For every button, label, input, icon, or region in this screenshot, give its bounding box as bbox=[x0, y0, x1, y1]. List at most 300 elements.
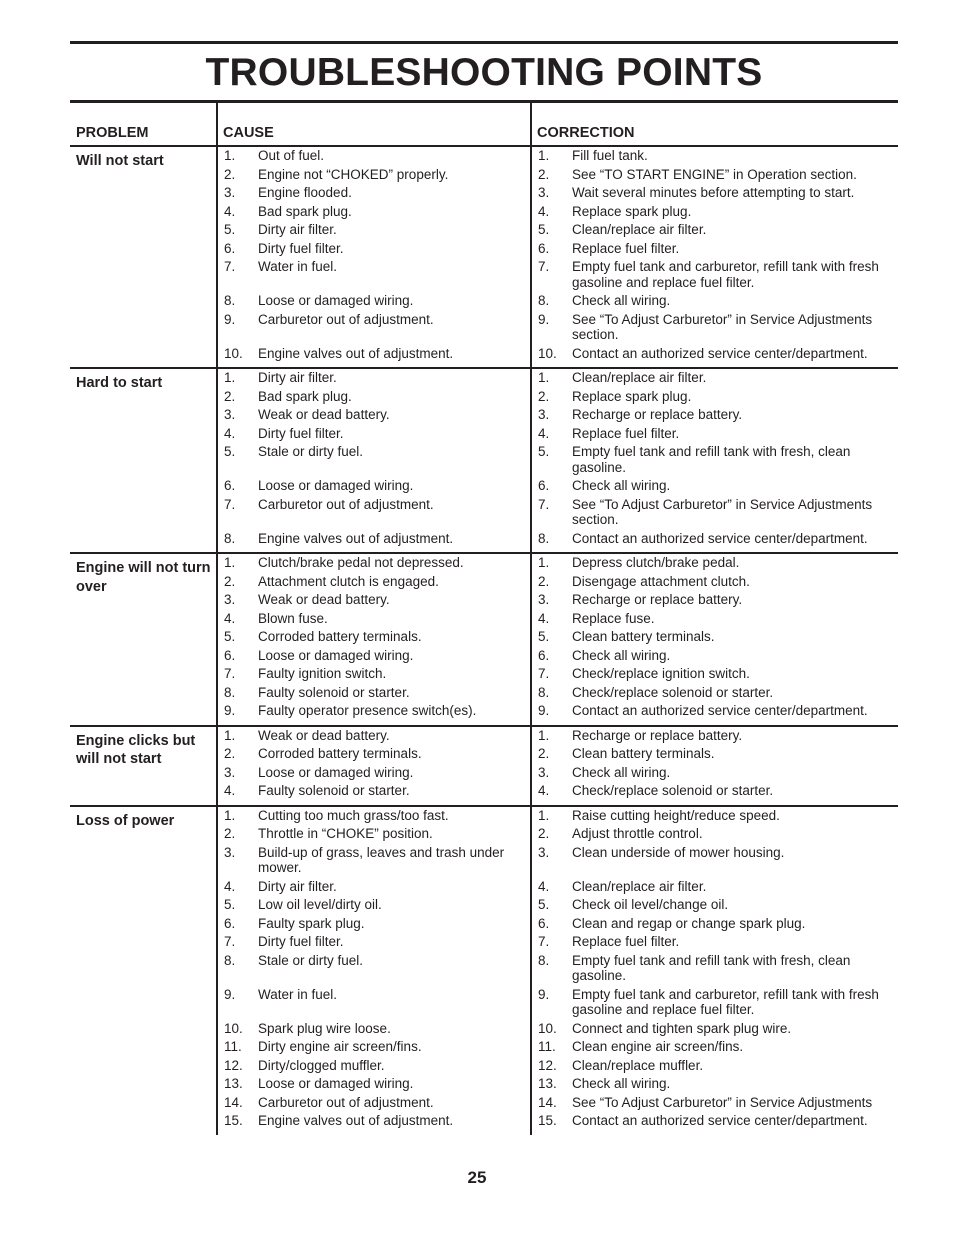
cause-item-text: Carburetor out of adjustment. bbox=[258, 1094, 434, 1110]
cause-item-text: Loose or damaged wiring. bbox=[258, 764, 414, 780]
cause-column bbox=[216, 807, 530, 1135]
correction-item-text: Recharge or replace battery. bbox=[572, 407, 743, 422]
item-number: 3. bbox=[538, 764, 550, 780]
cause-item bbox=[218, 1076, 530, 1092]
item-number: 8. bbox=[224, 684, 236, 700]
cause-item-text: Engine not “CHOKED” properly. bbox=[258, 166, 449, 182]
item-number: 14. bbox=[538, 1094, 557, 1110]
correction-item-text: Empty fuel tank and refill tank with fresh, clean gasoline. bbox=[572, 952, 851, 983]
item-number: 3. bbox=[538, 185, 550, 200]
cause-item bbox=[218, 703, 530, 719]
problem-label: Loss of power bbox=[76, 812, 175, 829]
correction-item bbox=[532, 293, 898, 309]
item-number: 1. bbox=[538, 555, 550, 570]
item-number: 12. bbox=[538, 1057, 557, 1073]
cause-item-text: Weak or dead battery. bbox=[258, 407, 390, 422]
item-number: 2. bbox=[538, 746, 550, 761]
cause-item bbox=[218, 648, 530, 664]
item-number: 11. bbox=[538, 1039, 556, 1054]
correction-item-text: Depress clutch/brake pedal. bbox=[572, 555, 740, 570]
cause-item bbox=[218, 629, 530, 645]
cause-item bbox=[218, 407, 530, 423]
item-number: 6. bbox=[224, 915, 236, 931]
correction-item-text: Adjust throttle control. bbox=[572, 826, 703, 841]
item-number: 8. bbox=[224, 952, 236, 968]
correction-item bbox=[532, 497, 898, 528]
correction-item bbox=[532, 1039, 898, 1055]
correction-item bbox=[532, 1113, 898, 1129]
troubleshooting-page bbox=[70, 41, 898, 1135]
table-body bbox=[70, 147, 898, 1135]
cause-item bbox=[218, 953, 530, 984]
cause-item-text: Faulty solenoid or starter. bbox=[258, 783, 410, 798]
cause-item-text: Carburetor out of adjustment. bbox=[258, 496, 434, 512]
problem-label: Engine will not turn over bbox=[76, 560, 211, 595]
problem-section bbox=[70, 554, 898, 727]
correction-item-text: Clean engine air screen/fins. bbox=[572, 1039, 744, 1054]
item-number: 1. bbox=[224, 555, 236, 570]
cause-item-text: Loose or damaged wiring. bbox=[258, 647, 414, 663]
correction-item bbox=[532, 1076, 898, 1092]
problem-label: Engine clicks but will not start bbox=[76, 732, 196, 767]
cause-item bbox=[218, 241, 530, 257]
correction-item-text: Clean battery terminals. bbox=[572, 629, 715, 644]
cause-item bbox=[218, 611, 530, 627]
correction-item bbox=[532, 934, 898, 950]
item-number: 2. bbox=[538, 826, 550, 841]
correction-item-text: Replace fuel filter. bbox=[572, 425, 680, 441]
cause-item-text: Faulty ignition switch. bbox=[258, 666, 387, 681]
item-number: 4. bbox=[538, 610, 550, 626]
item-number: 8. bbox=[224, 293, 236, 308]
item-number: 6. bbox=[538, 478, 550, 493]
cause-item bbox=[218, 685, 530, 701]
correction-item-text: Clean battery terminals. bbox=[572, 746, 715, 761]
cause-item-text: Loose or damaged wiring. bbox=[258, 293, 414, 308]
correction-item-text: Empty fuel tank and carburetor, refill tank with fresh gasoline and replace fuel filter. bbox=[572, 259, 879, 290]
page-title: TROUBLESHOOTING POINTS bbox=[205, 51, 763, 94]
correction-item-text: Replace fuel filter. bbox=[572, 934, 680, 949]
correction-item bbox=[532, 426, 898, 442]
cause-item bbox=[218, 916, 530, 932]
item-number: 3. bbox=[224, 185, 236, 200]
cause-item bbox=[218, 185, 530, 201]
item-number: 1. bbox=[224, 807, 236, 823]
correction-item-text: Clean underside of mower housing. bbox=[572, 844, 785, 860]
cause-item bbox=[218, 478, 530, 494]
cause-column bbox=[216, 147, 530, 367]
cause-item bbox=[218, 346, 530, 362]
item-number: 7. bbox=[538, 934, 550, 949]
item-number: 2. bbox=[224, 573, 236, 589]
item-number: 5. bbox=[538, 222, 550, 237]
correction-item-text: Replace spark plug. bbox=[572, 388, 692, 404]
item-number: 9. bbox=[538, 311, 550, 327]
item-number: 8. bbox=[538, 952, 550, 968]
problem-section bbox=[70, 807, 898, 1135]
item-number: 15. bbox=[538, 1113, 557, 1128]
cause-item-text: Dirty air filter. bbox=[258, 370, 337, 385]
item-number: 3. bbox=[538, 844, 550, 860]
correction-column bbox=[530, 147, 898, 367]
cause-item bbox=[218, 222, 530, 238]
correction-item bbox=[532, 312, 898, 343]
item-number: 8. bbox=[538, 684, 550, 700]
correction-item bbox=[532, 478, 898, 494]
correction-item-text: Check all wiring. bbox=[572, 293, 671, 308]
item-number: 2. bbox=[538, 166, 550, 182]
item-number: 2. bbox=[224, 826, 236, 841]
item-number: 6. bbox=[538, 647, 550, 663]
troubleshooting-table bbox=[70, 103, 898, 1135]
correction-item-text: Empty fuel tank and refill tank with fresh, clean gasoline. bbox=[572, 444, 851, 475]
correction-item bbox=[532, 611, 898, 627]
correction-item bbox=[532, 703, 898, 719]
cause-item bbox=[218, 389, 530, 405]
item-number: 5. bbox=[538, 897, 550, 912]
correction-item-text: Contact an authorized service center/department. bbox=[572, 703, 868, 718]
correction-item-text: Check all wiring. bbox=[572, 764, 671, 780]
correction-item bbox=[532, 167, 898, 183]
cause-item bbox=[218, 728, 530, 744]
cause-item bbox=[218, 897, 530, 913]
item-number: 9. bbox=[224, 311, 236, 327]
item-number: 6. bbox=[224, 478, 236, 493]
correction-item bbox=[532, 370, 898, 386]
item-number: 10. bbox=[538, 345, 557, 361]
item-number: 4. bbox=[538, 878, 550, 894]
item-number: 3. bbox=[224, 407, 236, 422]
item-number: 8. bbox=[224, 530, 236, 546]
cause-item-text: Build-up of grass, leaves and trash under mower. bbox=[258, 844, 505, 875]
item-number: 4. bbox=[538, 203, 550, 219]
correction-item bbox=[532, 953, 898, 984]
page-number: 25 bbox=[467, 1168, 487, 1187]
correction-item bbox=[532, 592, 898, 608]
correction-item bbox=[532, 666, 898, 682]
cause-item-text: Bad spark plug. bbox=[258, 203, 352, 219]
problem-section bbox=[70, 147, 898, 369]
item-number: 6. bbox=[224, 647, 236, 663]
cause-item-text: Weak or dead battery. bbox=[258, 727, 390, 743]
cause-item-text: Weak or dead battery. bbox=[258, 592, 390, 607]
item-number: 1. bbox=[538, 727, 550, 743]
item-number: 2. bbox=[538, 573, 550, 589]
correction-item bbox=[532, 826, 898, 842]
correction-item-text: Check all wiring. bbox=[572, 1076, 671, 1091]
correction-item bbox=[532, 407, 898, 423]
correction-item bbox=[532, 389, 898, 405]
item-number: 1. bbox=[538, 370, 550, 385]
cause-item-text: Bad spark plug. bbox=[258, 388, 352, 404]
cause-item bbox=[218, 444, 530, 475]
cause-item bbox=[218, 879, 530, 895]
cause-item bbox=[218, 497, 530, 528]
item-number: 5. bbox=[538, 444, 550, 459]
cause-item bbox=[218, 426, 530, 442]
correction-item bbox=[532, 346, 898, 362]
cause-item bbox=[218, 826, 530, 842]
correction-item bbox=[532, 574, 898, 590]
cause-item-text: Dirty engine air screen/fins. bbox=[258, 1039, 422, 1054]
cause-item bbox=[218, 555, 530, 571]
cause-item bbox=[218, 765, 530, 781]
correction-column bbox=[530, 807, 898, 1135]
cause-item-text: Water in fuel. bbox=[258, 986, 338, 1002]
correction-item bbox=[532, 648, 898, 664]
cause-item-text: Corroded battery terminals. bbox=[258, 746, 422, 761]
cause-item-text: Faulty solenoid or starter. bbox=[258, 684, 410, 700]
item-number: 2. bbox=[538, 388, 550, 404]
item-number: 15. bbox=[224, 1113, 243, 1128]
item-number: 6. bbox=[538, 915, 550, 931]
top-rule bbox=[70, 41, 898, 44]
cause-item-text: Dirty air filter. bbox=[258, 222, 337, 237]
item-number: 5. bbox=[538, 629, 550, 644]
cause-item-text: Engine flooded. bbox=[258, 185, 352, 200]
header-problem: PROBLEM bbox=[76, 125, 149, 141]
item-number: 2. bbox=[224, 166, 236, 182]
cause-item-text: Engine valves out of adjustment. bbox=[258, 530, 454, 546]
item-number: 4. bbox=[224, 425, 236, 441]
cause-item-text: Water in fuel. bbox=[258, 259, 338, 274]
item-number: 9. bbox=[538, 986, 550, 1002]
item-number: 5. bbox=[224, 222, 236, 237]
problem-label: Hard to start bbox=[76, 375, 163, 391]
item-number: 9. bbox=[224, 986, 236, 1002]
correction-item bbox=[532, 746, 898, 762]
cause-item bbox=[218, 204, 530, 220]
cause-item bbox=[218, 666, 530, 682]
correction-item bbox=[532, 185, 898, 201]
cause-item bbox=[218, 987, 530, 1018]
correction-item-text: Connect and tighten spark plug wire. bbox=[572, 1020, 792, 1036]
item-number: 6. bbox=[224, 240, 236, 256]
item-number: 7. bbox=[538, 666, 550, 681]
cause-item-text: Dirty fuel filter. bbox=[258, 240, 344, 256]
correction-item-text: See “TO START ENGINE” in Operation section. bbox=[572, 166, 857, 182]
correction-item bbox=[532, 555, 898, 571]
cause-item-text: Cutting too much grass/too fast. bbox=[258, 807, 449, 823]
cause-item-text: Loose or damaged wiring. bbox=[258, 1076, 414, 1091]
cause-item bbox=[218, 148, 530, 164]
correction-item bbox=[532, 897, 898, 913]
item-number: 7. bbox=[538, 496, 550, 512]
cause-item bbox=[218, 592, 530, 608]
cause-item-text: Faulty spark plug. bbox=[258, 915, 365, 931]
cause-item bbox=[218, 934, 530, 950]
correction-item-text: Recharge or replace battery. bbox=[572, 727, 743, 743]
cause-item-text: Carburetor out of adjustment. bbox=[258, 311, 434, 327]
correction-item bbox=[532, 685, 898, 701]
item-number: 3. bbox=[538, 592, 550, 607]
correction-item bbox=[532, 765, 898, 781]
cause-item-text: Dirty/clogged muffler. bbox=[258, 1057, 385, 1073]
correction-item-text: Check/replace ignition switch. bbox=[572, 666, 750, 681]
item-number: 1. bbox=[224, 727, 236, 743]
item-number: 7. bbox=[224, 934, 236, 949]
item-number: 7. bbox=[538, 259, 550, 274]
cause-item-text: Stale or dirty fuel. bbox=[258, 952, 364, 968]
item-number: 5. bbox=[224, 629, 236, 644]
correction-item bbox=[532, 222, 898, 238]
correction-item-text: Clean/replace air filter. bbox=[572, 370, 707, 385]
cause-item bbox=[218, 808, 530, 824]
correction-item-text: Contact an authorized service center/department. bbox=[572, 530, 868, 546]
correction-item-text: Clean and regap or change spark plug. bbox=[572, 915, 806, 931]
table-header-row bbox=[70, 103, 898, 147]
item-number: 1. bbox=[538, 807, 550, 823]
correction-item-text: Replace spark plug. bbox=[572, 203, 692, 219]
correction-column bbox=[530, 369, 898, 552]
correction-item-text: Clean/replace air filter. bbox=[572, 878, 707, 894]
correction-item bbox=[532, 845, 898, 876]
correction-item bbox=[532, 148, 898, 164]
correction-column bbox=[530, 554, 898, 725]
cause-item bbox=[218, 167, 530, 183]
correction-column bbox=[530, 727, 898, 805]
correction-item-text: Check oil level/change oil. bbox=[572, 897, 729, 912]
cause-item bbox=[218, 370, 530, 386]
item-number: 6. bbox=[538, 240, 550, 256]
cause-item-text: Out of fuel. bbox=[258, 148, 325, 163]
correction-item-text: See “To Adjust Carburetor” in Service Adjustments section. bbox=[572, 311, 873, 342]
item-number: 12. bbox=[224, 1057, 243, 1073]
correction-item-text: Clean/replace air filter. bbox=[572, 222, 707, 237]
correction-item-text: Disengage attachment clutch. bbox=[572, 573, 750, 589]
correction-item-text: Wait several minutes before attempting to start. bbox=[572, 185, 855, 200]
correction-item-text: Check/replace solenoid or starter. bbox=[572, 684, 774, 700]
cause-item bbox=[218, 259, 530, 290]
cause-item-text: Low oil level/dirty oil. bbox=[258, 897, 382, 912]
item-number: 3. bbox=[224, 592, 236, 607]
correction-item bbox=[532, 204, 898, 220]
correction-item bbox=[532, 1095, 898, 1111]
cause-item-text: Spark plug wire loose. bbox=[258, 1020, 391, 1036]
cause-item-text: Dirty fuel filter. bbox=[258, 425, 344, 441]
correction-item bbox=[532, 783, 898, 799]
problem-label: Will not start bbox=[76, 153, 164, 169]
cause-item bbox=[218, 1039, 530, 1055]
cause-item-text: Throttle in “CHOKE” position. bbox=[258, 826, 433, 841]
item-number: 2. bbox=[224, 746, 236, 761]
correction-item bbox=[532, 259, 898, 290]
correction-item-text: Contact an authorized service center/department. bbox=[572, 345, 868, 361]
item-number: 4. bbox=[224, 878, 236, 894]
item-number: 3. bbox=[224, 764, 236, 780]
correction-item-text: Replace fuel filter. bbox=[572, 240, 680, 256]
item-number: 2. bbox=[224, 388, 236, 404]
cause-item bbox=[218, 783, 530, 799]
item-number: 5. bbox=[224, 444, 236, 459]
item-number: 9. bbox=[224, 703, 236, 718]
item-number: 4. bbox=[224, 203, 236, 219]
item-number: 3. bbox=[538, 407, 550, 422]
cause-item bbox=[218, 1095, 530, 1111]
problem-section bbox=[70, 727, 898, 807]
item-number: 1. bbox=[538, 148, 550, 163]
item-number: 13. bbox=[224, 1076, 243, 1091]
cause-item-text: Dirty fuel filter. bbox=[258, 934, 344, 949]
correction-item-text: Check all wiring. bbox=[572, 647, 671, 663]
correction-item-text: See “To Adjust Carburetor” in Service Adjustments bbox=[572, 1094, 873, 1110]
correction-item-text: Fill fuel tank. bbox=[572, 148, 648, 163]
cause-item-text: Engine valves out of adjustment. bbox=[258, 345, 454, 361]
correction-item bbox=[532, 728, 898, 744]
cause-item bbox=[218, 531, 530, 547]
cause-item bbox=[218, 1113, 530, 1129]
correction-item-text: Check all wiring. bbox=[572, 478, 671, 493]
cause-item-text: Engine valves out of adjustment. bbox=[258, 1113, 454, 1128]
cause-item bbox=[218, 746, 530, 762]
cause-item bbox=[218, 845, 530, 876]
header-correction: CORRECTION bbox=[530, 103, 898, 145]
item-number: 7. bbox=[224, 666, 236, 681]
cause-item-text: Corroded battery terminals. bbox=[258, 629, 422, 644]
correction-item bbox=[532, 916, 898, 932]
item-number: 14. bbox=[224, 1094, 243, 1110]
cause-column bbox=[216, 727, 530, 805]
item-number: 4. bbox=[224, 610, 236, 626]
cause-item-text: Stale or dirty fuel. bbox=[258, 444, 364, 459]
item-number: 3. bbox=[224, 844, 236, 860]
item-number: 1. bbox=[224, 370, 236, 385]
item-number: 10. bbox=[224, 1020, 243, 1036]
correction-item bbox=[532, 1021, 898, 1037]
correction-item bbox=[532, 531, 898, 547]
item-number: 11. bbox=[224, 1039, 242, 1054]
correction-item-text: Clean/replace muffler. bbox=[572, 1057, 704, 1073]
header-cause: CAUSE bbox=[216, 103, 530, 145]
cause-item-text: Blown fuse. bbox=[258, 610, 328, 626]
correction-item bbox=[532, 444, 898, 475]
correction-item-text: Check/replace solenoid or starter. bbox=[572, 783, 774, 798]
item-number: 8. bbox=[538, 530, 550, 546]
item-number: 7. bbox=[224, 496, 236, 512]
correction-item-text: See “To Adjust Carburetor” in Service Adjustments section. bbox=[572, 496, 873, 527]
correction-item bbox=[532, 987, 898, 1018]
correction-item bbox=[532, 241, 898, 257]
cause-item bbox=[218, 312, 530, 343]
item-number: 8. bbox=[538, 293, 550, 308]
cause-item-text: Attachment clutch is engaged. bbox=[258, 573, 439, 589]
cause-item-text: Loose or damaged wiring. bbox=[258, 478, 414, 493]
item-number: 5. bbox=[224, 897, 236, 912]
problem-section bbox=[70, 369, 898, 554]
item-number: 9. bbox=[538, 703, 550, 718]
item-number: 4. bbox=[538, 425, 550, 441]
item-number: 4. bbox=[538, 783, 550, 798]
cause-item-text: Dirty air filter. bbox=[258, 878, 337, 894]
cause-item bbox=[218, 1021, 530, 1037]
correction-item-text: Empty fuel tank and carburetor, refill tank with fresh gasoline and replace fuel filter. bbox=[572, 986, 879, 1017]
cause-item bbox=[218, 1058, 530, 1074]
cause-item bbox=[218, 293, 530, 309]
correction-item bbox=[532, 629, 898, 645]
correction-item-text: Recharge or replace battery. bbox=[572, 592, 743, 607]
correction-item-text: Raise cutting height/reduce speed. bbox=[572, 807, 780, 823]
cause-item-text: Clutch/brake pedal not depressed. bbox=[258, 555, 464, 570]
item-number: 7. bbox=[224, 259, 236, 274]
item-number: 10. bbox=[224, 345, 243, 361]
item-number: 10. bbox=[538, 1020, 557, 1036]
item-number: 13. bbox=[538, 1076, 557, 1091]
correction-item-text: Replace fuse. bbox=[572, 610, 655, 626]
correction-item-text: Contact an authorized service center/department. bbox=[572, 1113, 868, 1128]
item-number: 1. bbox=[224, 148, 236, 163]
correction-item bbox=[532, 808, 898, 824]
cause-column bbox=[216, 369, 530, 552]
